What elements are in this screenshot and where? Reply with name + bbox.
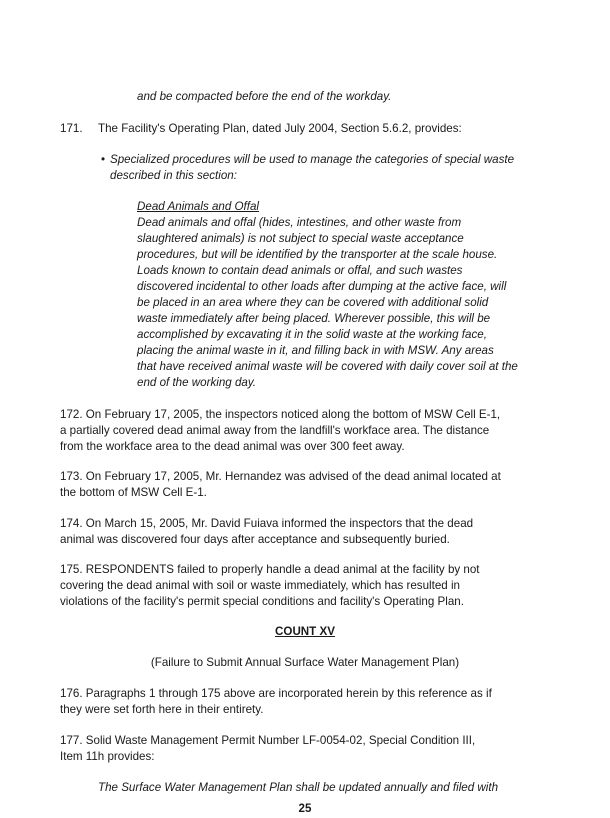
paragraph-number-171: 171. bbox=[60, 122, 83, 135]
paragraph-174-line: 174. On March 15, 2005, Mr. David Fuiava informed the inspectors that the dead bbox=[60, 517, 474, 530]
paragraph-175-line: 175. RESPONDENTS failed to properly handle a dead animal at the facility by not bbox=[60, 563, 480, 576]
paragraph-177-line: Item 11h provides: bbox=[60, 750, 155, 763]
paragraph-173-line: the bottom of MSW Cell E-1. bbox=[60, 486, 207, 499]
quote-line: that have received animal waste will be covered with daily cover soil at the bbox=[137, 360, 518, 373]
paragraph-177-line: 177. Solid Waste Management Permit Number LF-0054-02, Special Condition III, bbox=[60, 734, 476, 747]
page-number: 25 bbox=[298, 802, 312, 815]
paragraph-176-line: they were set forth here in their entirety. bbox=[60, 703, 264, 716]
paragraph-172-line: 172. On February 17, 2005, the inspectors noticed along the bottom of MSW Cell E-1, bbox=[60, 408, 501, 421]
quote-line: placing the animal waste in it, and filling back in with MSW. Any areas bbox=[137, 344, 494, 357]
paragraph-177-quote: The Surface Water Management Plan shall be updated annually and filed with bbox=[98, 781, 499, 794]
paragraph-175-line: violations of the facility's permit special conditions and facility's Operating Plan. bbox=[60, 595, 464, 608]
bullet-line-2: described in this section: bbox=[110, 169, 237, 182]
quote-line: discovered incidental to other loads after dumping at the active face, will bbox=[137, 280, 507, 293]
quote-line: be placed in an area where they can be covered with additional solid bbox=[137, 296, 489, 309]
paragraph-172-line: a partially covered dead animal away from the landfill's workface area. The distance bbox=[60, 424, 490, 437]
quote-line: end of the working day. bbox=[137, 376, 257, 389]
paragraph-175-line: covering the dead animal with soil or waste immediately, which has resulted in bbox=[60, 579, 460, 592]
quote-subheading: Dead Animals and Offal bbox=[137, 200, 260, 213]
count-heading: COUNT XV bbox=[275, 625, 335, 638]
paragraph-176-line: 176. Paragraphs 1 through 175 above are incorporated herein by this reference as if bbox=[60, 687, 492, 700]
paragraph-173-line: 173. On February 17, 2005, Mr. Hernandez was advised of the dead animal located at bbox=[60, 470, 501, 483]
paragraph-171-lead: The Facility's Operating Plan, dated July 2004, Section 5.6.2, provides: bbox=[98, 122, 462, 135]
quote-line: slaughtered animals) is not subject to special waste acceptance bbox=[137, 232, 464, 245]
quote-line: Loads known to contain dead animals or offal, and such wastes bbox=[137, 264, 463, 277]
quote-line: accomplished by excavating it in the solid waste at the working face, bbox=[137, 328, 487, 341]
count-subtitle: (Failure to Submit Annual Surface Water Management Plan) bbox=[150, 656, 460, 669]
quote-line: waste immediately after being placed. Wherever possible, this will be bbox=[137, 312, 491, 325]
bullet-line-1: Specialized procedures will be used to manage the categories of special waste bbox=[110, 153, 515, 166]
paragraph-172-line: from the workface area to the dead animal was over 300 feet away. bbox=[60, 440, 405, 453]
quote-line: procedures, but will be identified by the transporter at the scale house. bbox=[137, 248, 498, 261]
quote-line: Dead animals and offal (hides, intestines, and other waste from bbox=[137, 216, 462, 229]
bullet-icon: • bbox=[101, 153, 106, 166]
paragraph-174-line: animal was discovered four days after acceptance and subsequently buried. bbox=[60, 533, 450, 546]
continuation-line: and be compacted before the end of the workday. bbox=[137, 90, 392, 103]
